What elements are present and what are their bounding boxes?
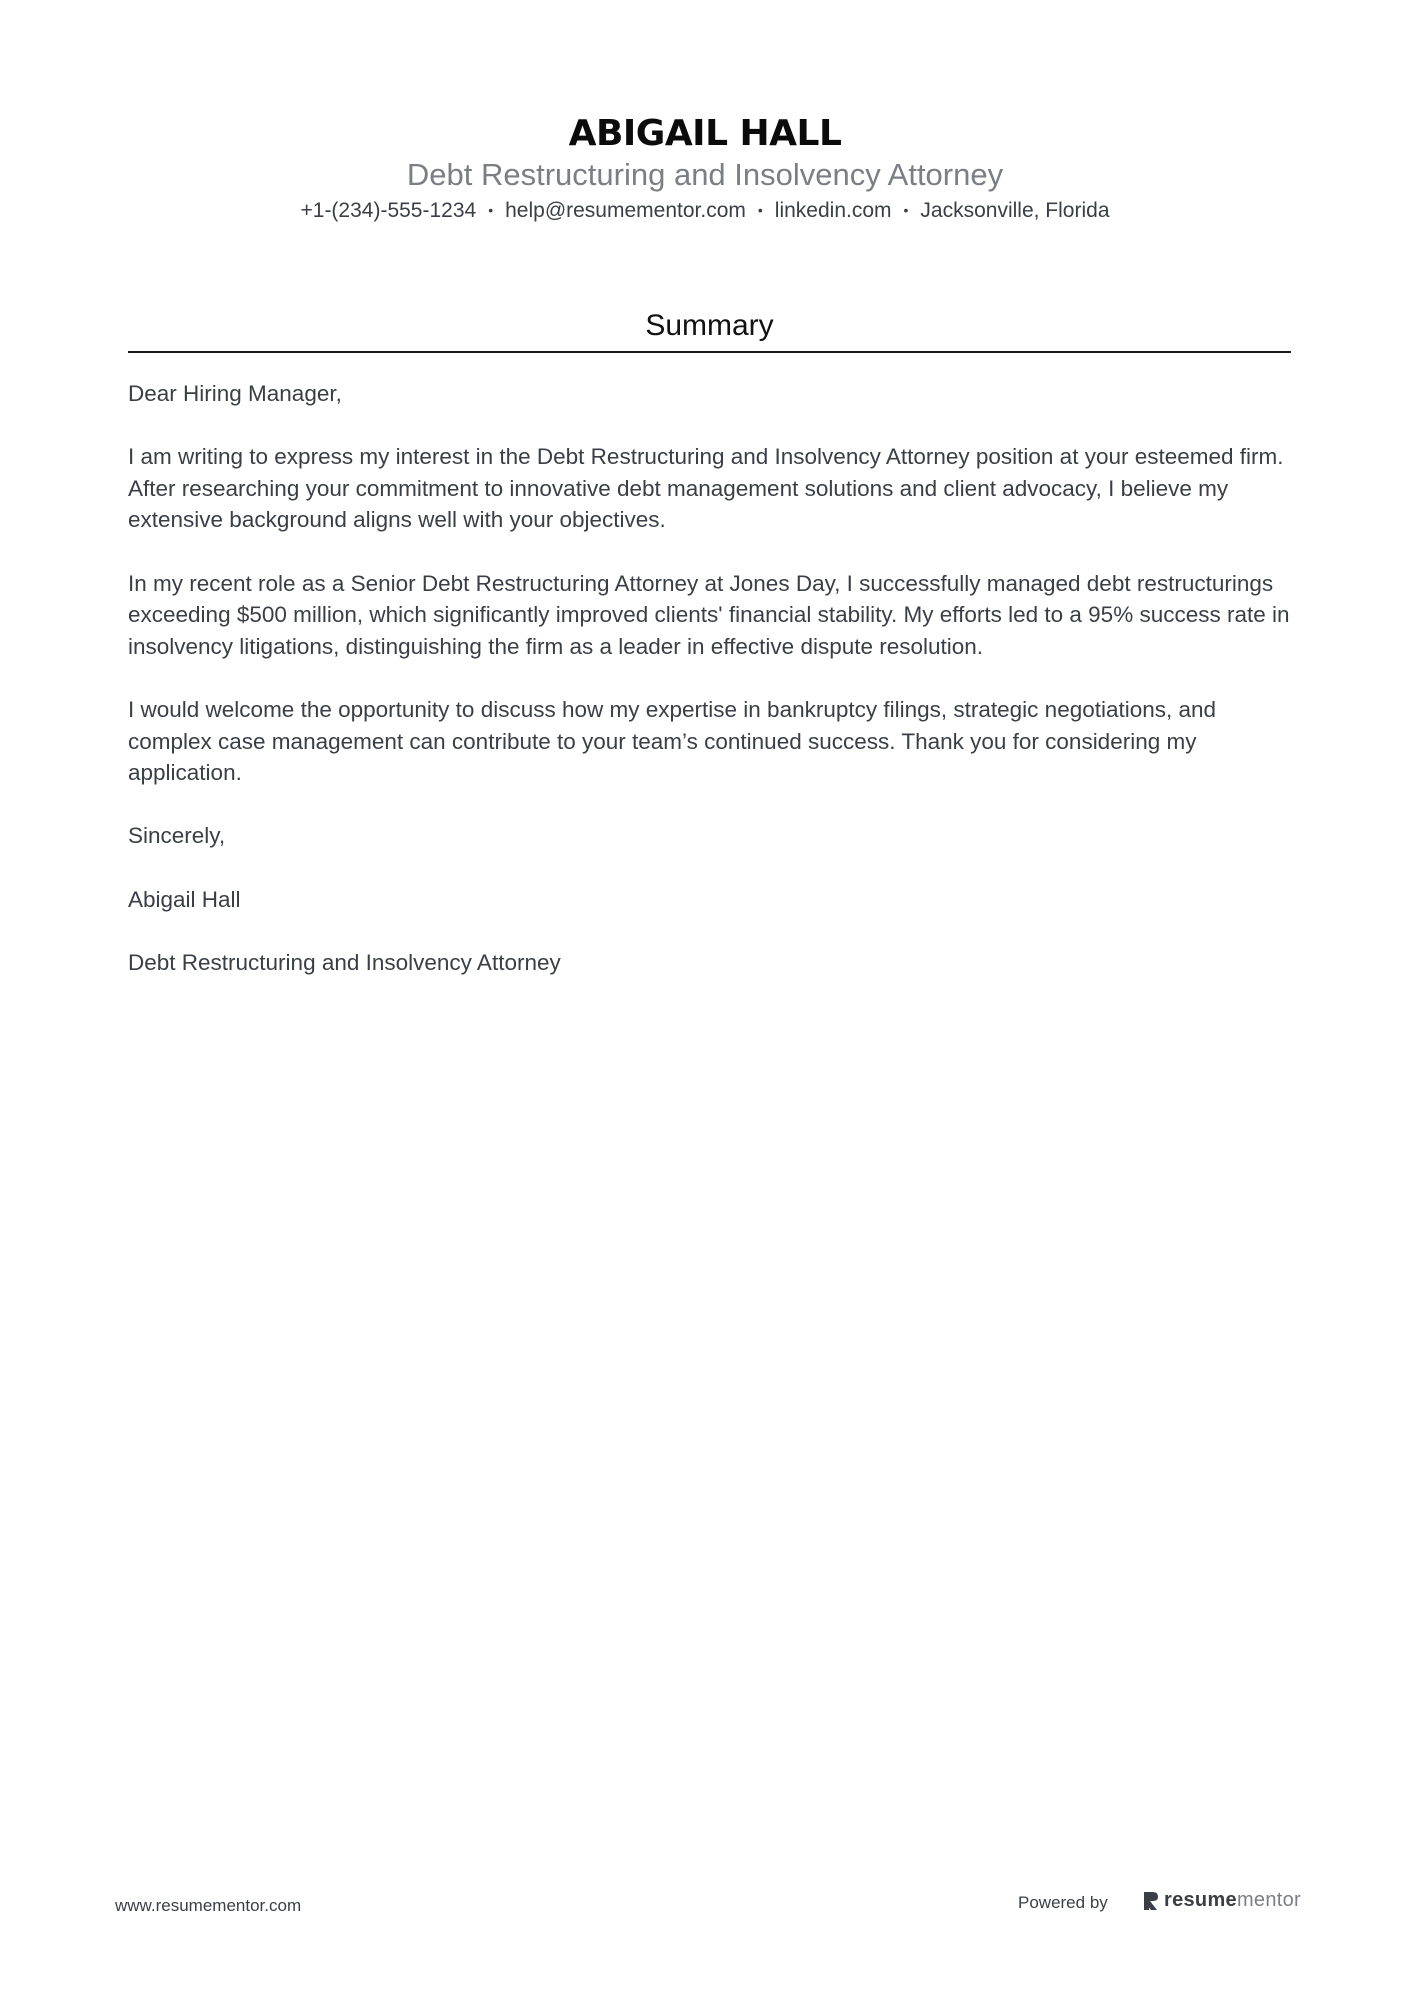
letter-body — [128, 378, 1291, 1010]
footer-website-link[interactable]: www.resumementor.com — [115, 1896, 302, 1915]
signature-title: Debt Restructuring and Insolvency Attorney — [128, 949, 561, 975]
resumementor-logo-icon — [1142, 1890, 1160, 1912]
contact-separator: • — [757, 202, 763, 218]
letter-header — [0, 112, 1410, 225]
letter-paragraph-2: In my recent role as a Senior Debt Restructuring Attorney at Jones Day, I successfully managed debt restructurings exceeding $500 million, which significantly improved clients' financial stability. My efforts led to a 95% success rate in insolvency litigations, distinguishing the firm as a leader in effective dispute resolution. — [128, 570, 1290, 659]
section-title-summary: Summary — [645, 309, 774, 342]
contact-separator: • — [903, 202, 909, 218]
contact-linkedin[interactable]: linkedin.com — [774, 199, 892, 222]
section-divider — [128, 351, 1291, 353]
logo-text-resume: resume — [1164, 1889, 1237, 1911]
logo-text-mentor: mentor — [1236, 1889, 1301, 1911]
footer-powered-by: Powered by — [1018, 1893, 1108, 1912]
contact-email[interactable]: help@resumementor.com — [505, 199, 746, 222]
letter-closing: Sincerely, — [128, 823, 226, 849]
contact-line — [0, 196, 1410, 225]
applicant-job-title: Debt Restructuring and Insolvency Attorney — [406, 157, 1004, 192]
letter-paragraph-1: I am writing to express my interest in the Debt Restructuring and Insolvency Attorney position at your esteemed firm. After researching your commitment to innovative debt management solutions and client advocacy, I believe my extensive background aligns well with your objectives. — [128, 444, 1284, 533]
contact-separator: • — [488, 202, 494, 218]
signature-name: Abigail Hall — [128, 886, 241, 912]
contact-location: Jacksonville, Florida — [920, 199, 1110, 222]
applicant-name: ABIGAIL HALL — [568, 113, 842, 154]
contact-phone: +1-(234)-555-1234 — [300, 199, 477, 222]
resumementor-logo[interactable] — [1142, 1889, 1301, 1912]
letter-paragraph-3: I would welcome the opportunity to discuss how my expertise in bankruptcy filings, strategic negotiations, and complex case management can contribute to your team’s continued success. Thank you for considering my application. — [128, 696, 1217, 786]
letter-greeting: Dear Hiring Manager, — [128, 381, 342, 406]
